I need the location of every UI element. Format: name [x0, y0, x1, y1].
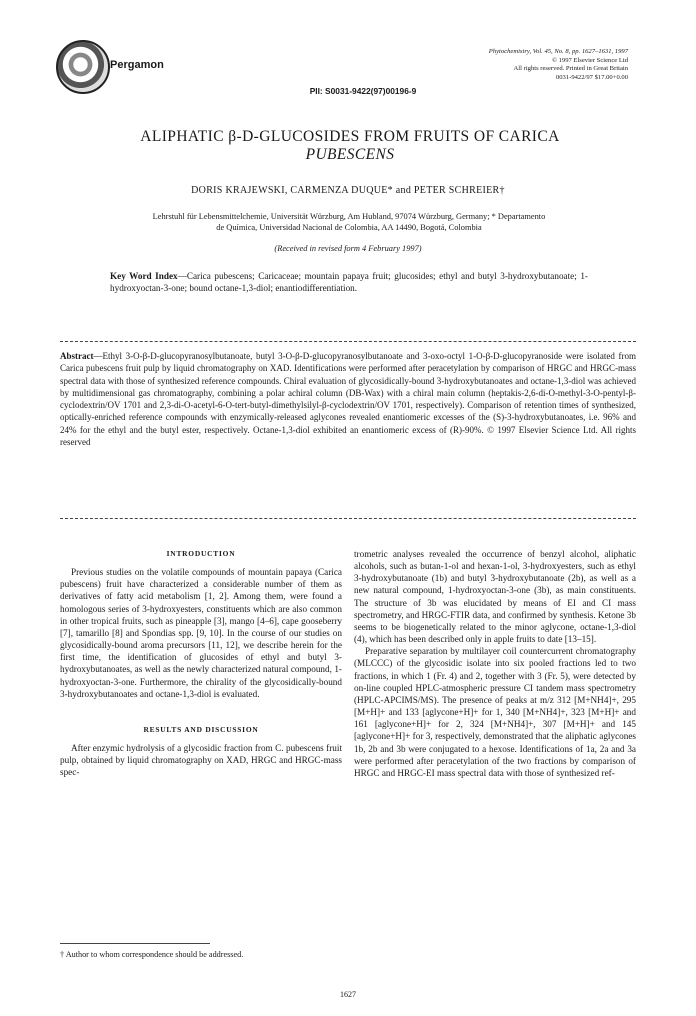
title-line-1: ALIPHATIC β-D-GLUCOSIDES FROM FRUITS OF CARICA — [140, 128, 560, 145]
journal-header — [368, 48, 628, 82]
right-paragraph-2: Preparative separation by multilayer coil countercurrent chromatography (MLCCC) of the glycosidic isolate into six pooled fractions led to two fractions, in which 1 (Fr. 4) and 2, together with 3 (Fr. 5), were detected by on-line coupled HPLC-atmospheric pressure CI tandem mass spectrometry (HPLC-APCIMS/MS). The presence of peaks at m/z 312 [M+NH4]+, 295 [M+H]+ and 133 [aglycone+H]+ for 1, 340 [M+NH4]+, 323 [M+H]+ and 161 [aglycone+H]+ for 2, 324 [M+NH4]+, 307 [M+H]+ and 145 [aglycone+H]+ for 3, respectively, demonstrated that the aliphatic aglycones 1b, 2b and 3b were conjugated to a hexose. Identifications of 1a, 2a and 3a were performed after peracetylation of the two fractions by comparison of HRGC and HRGC-EI mass spectral data with those of synthesized ref- — [354, 646, 636, 778]
keyword-index — [110, 271, 588, 295]
keyword-text: —Carica pubescens; Caricaceae; mountain papaya fruit; glucosides; ethyl and butyl 3-hydroxybutanoate; 1-hydroxyoctan-3-one; bound octane-1,3-diol; enantiodifferentiation. — [110, 271, 588, 293]
keyword-label: Key Word Index — [110, 271, 178, 281]
journal-rights: All rights reserved. Printed in Great Britain — [513, 65, 628, 73]
results-heading: RESULTS AND DISCUSSION — [143, 724, 259, 734]
affiliation-line-1: Lehrstuhl für Lebensmittelchemie, Universität Würzburg, Am Hubland, 97074 Würzburg, Germany; * Departamento — [152, 212, 546, 221]
right-paragraph-1: trometric analyses revealed the occurrence of benzyl alcohol, aliphatic alcohols, such as butan-1-ol and hexan-1-ol, 3-hydroxyesters, such as ethyl 3-hydroxybutanoate (1b) and butyl 3-hydroxybutanoate (2b), as well as a new natural compound, 1-hydroxyoctan-3-one (3b), as main constituents. The structure of 3b was elucidated by means of EI and CI mass spectrometry, and HRGC-FTIR data, and confirmed by synthesis. Ketone 3b seems to be biogenetically related to the minor aglycone, octane-1,3-diol (4), which has been described only in apple fruits to date [13–15]. — [354, 549, 636, 645]
right-column — [354, 548, 636, 779]
title-line-2: PUBESCENS — [305, 146, 395, 163]
journal-issn: 0031-9422/97 $17.00+0.00 — [555, 73, 628, 81]
abstract-label: Abstract — [60, 351, 94, 361]
pii: PII: S0031-9422(97)00196-9 — [309, 86, 417, 96]
affiliation — [60, 211, 638, 233]
introduction-paragraph: Previous studies on the volatile compounds of mountain papaya (Carica pubescens) fruit have characterized a considerable number of them as derivatives of fatty acid metabolism [1, 2]. Among them, were found a homologous series of 3-hydroxyesters, constituents which are also common in other tropical fruits, such as pineapple [3], mango [4–6], cape gooseberry [7], tamarillo [8] and Spondias spp. [9, 10]. In the course of our studies on glycosidically-bound aroma precursors [11, 12], we describe herein for the first time, the identification of glucosides of ethyl and butyl 3-hydroxybutanoates, as well as the newly characterized natural compound, 1-hydroxyoctan-3-one. Furthermore, the chirality of the glycosidically-bound 3-hydroxybutanoates and octane-1,3-diol is evaluated. — [60, 567, 342, 699]
paper-title — [80, 128, 620, 164]
abstract — [60, 350, 636, 448]
results-paragraph: After enzymic hydrolysis of a glycosidic fraction from C. pubescens fruit pulp, obtained by liquid chromatography on XAD, HRGC and HRGC-mass spec- — [60, 743, 342, 778]
introduction-heading: INTRODUCTION — [166, 549, 236, 558]
abstract-text: —Ethyl 3-O-β-D-glucopyranosylbutanoate, butyl 3-O-β-D-glucopyranosylbutanoate and 3-oxo-octyl 1-O-β-D-glucopyranoside were isolated from Carica pubescens fruit pulp by liquid chromatography on XAD. Identifications were performed after peracetylation by comparison of HRGC and HRGC-mass spectral data with those of synthesized reference compounds. Chiral evaluation of glycosidically-bound 3-hydroxybutanoates and octane-1,3-diol was achieved by multidimensional gas chromatography, combining a polar achiral column (DB-Wax) with a chiral main column (heptakis-2,6-di-O-methyl-3-O-pentyl-β-cyclodextrin/OV 1701 and 2,3-di-O-acetyl-6-O-tert-butyl-dimethylsilyl-β-cyclodextrin/OV 1701, respectively). Comparison of retention times of synthesized, optically-enriched reference compounds with enzymically-released aglycones revealed enantiomeric excesses of the (S)-3-hydroxybutanoates, i.e. 96% and 24% for the ethyl and the butyl ester, respectively. Octane-1,3-diol exhibited an enantiomeric excess of (R)-90%. © 1997 Elsevier Science Ltd. All rights reserved — [60, 351, 636, 448]
journal-citation: Phytochemistry, Vol. 45, No. 8, pp. 1627–1631, 1997 — [488, 48, 628, 55]
left-column — [60, 548, 342, 779]
page-number: 1627 — [340, 990, 356, 999]
authors: DORIS KRAJEWSKI, CARMENZA DUQUE* and PETER SCHREIER† — [191, 185, 505, 196]
journal-copyright: © 1997 Elsevier Science Ltd — [551, 56, 628, 64]
publisher-name: Pergamon — [110, 59, 164, 71]
abstract-top-rule — [60, 341, 636, 342]
affiliation-line-2: de Química, Universidad Nacional de Colombia, AA 14490, Bogotá, Colombia — [216, 223, 482, 232]
received-date: (Received in revised form 4 February 1997) — [274, 244, 422, 253]
footnote-rule — [60, 943, 210, 944]
abstract-bottom-rule — [60, 518, 636, 519]
footnote: † Author to whom correspondence should be addressed. — [60, 950, 244, 959]
